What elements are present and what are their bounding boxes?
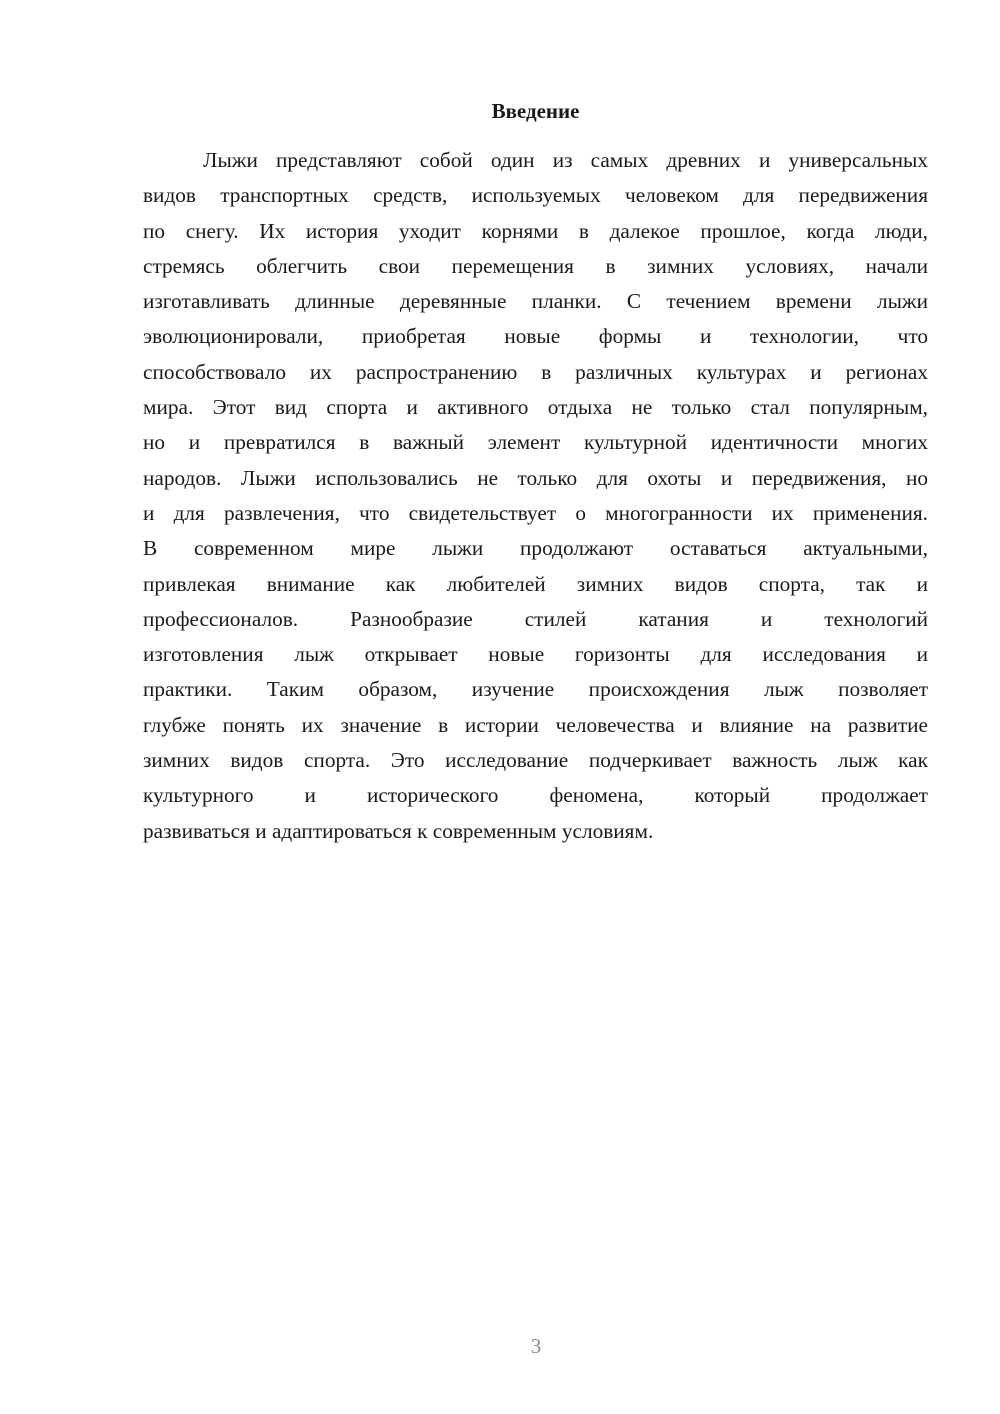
body-paragraph bbox=[143, 143, 928, 849]
paragraph-line: привлекая внимание как любителей зимних видов спорта, так и bbox=[143, 571, 928, 596]
paragraph-line: зимних видов спорта. Это исследование подчеркивает важность лыж как bbox=[143, 748, 928, 773]
page-number: 3 bbox=[530, 1334, 542, 1358]
paragraph-line: мира. Этот вид спорта и активного отдыха не только стал популярным, bbox=[143, 395, 928, 420]
paragraph-line: профессионалов. Разнообразие стилей катания и технологий bbox=[143, 606, 928, 631]
paragraph-line: глубже понять их значение в истории человечества и влияние на развитие bbox=[143, 712, 928, 737]
paragraph-line: Лыжи представляют собой один из самых древних и универсальных bbox=[203, 148, 928, 172]
paragraph-line: развиваться и адаптироваться к современным условиям. bbox=[143, 818, 654, 843]
paragraph-line: изготовления лыж открывает новые горизонты для исследования и bbox=[143, 642, 928, 667]
paragraph-line: народов. Лыжи использовались не только для охоты и передвижения, но bbox=[143, 465, 928, 490]
paragraph-line: изготавливать длинные деревянные планки. С течением времени лыжи bbox=[143, 289, 928, 314]
paragraph-line: эволюционировали, приобретая новые формы и технологии, что bbox=[143, 324, 928, 349]
paragraph-line: практики. Таким образом, изучение происхождения лыж позволяет bbox=[143, 677, 928, 702]
paragraph-line: способствовало их распространению в различных культурах и регионах bbox=[143, 359, 928, 384]
paragraph-line: и для развлечения, что свидетельствует о многогранности их применения. bbox=[143, 500, 928, 525]
paragraph-line: но и превратился в важный элемент культурной идентичности многих bbox=[143, 430, 928, 455]
paragraph-line: стремясь облегчить свои перемещения в зимних условиях, начали bbox=[143, 253, 928, 278]
paragraph-line: культурного и исторического феномена, который продолжает bbox=[143, 783, 928, 808]
paragraph-line: видов транспортных средств, используемых человеком для передвижения bbox=[143, 183, 928, 208]
paragraph-line: по снегу. Их история уходит корнями в далекое прошлое, когда люди, bbox=[143, 218, 928, 243]
paragraph-line: В современном мире лыжи продолжают оставаться актуальными, bbox=[143, 536, 928, 561]
section-heading: Введение bbox=[491, 99, 580, 123]
